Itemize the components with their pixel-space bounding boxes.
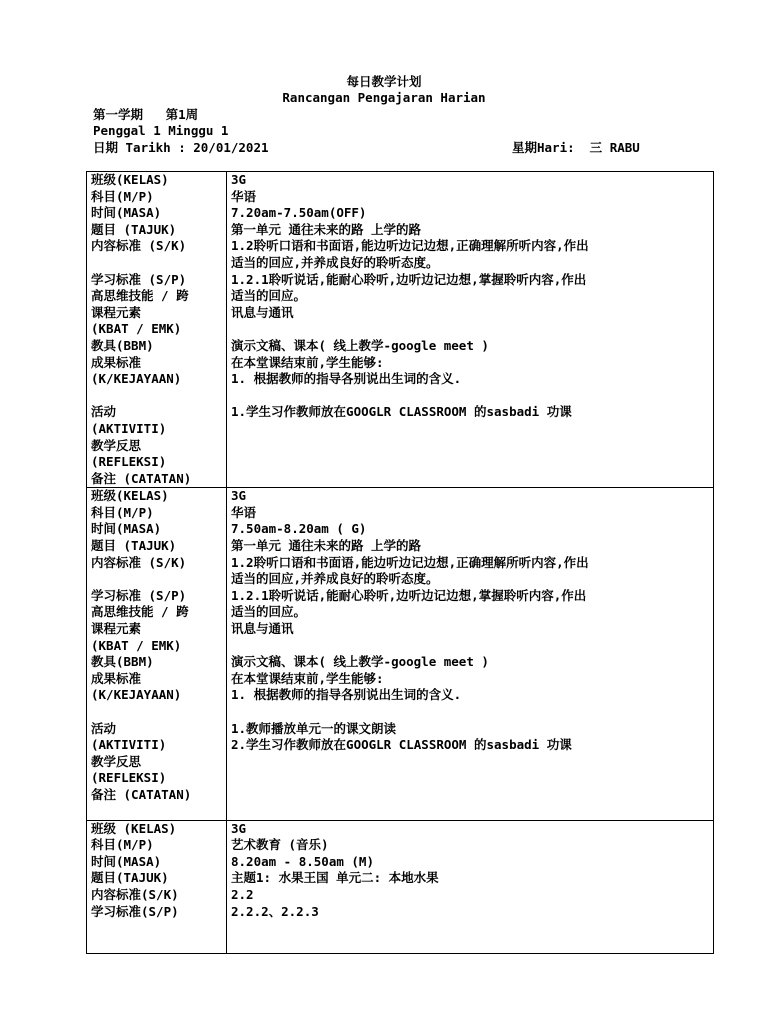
field-value: 讯息与通讯 bbox=[231, 304, 294, 320]
field-label: 班级(KELAS) bbox=[91, 488, 169, 504]
field-value: 讯息与通讯 bbox=[231, 621, 294, 637]
field-label: 内容标准(S/K) bbox=[91, 886, 179, 902]
field-value: 在本堂课结束前,学生能够: bbox=[231, 670, 384, 686]
field-label bbox=[91, 704, 222, 721]
field-value: 主题1: 水果王国 单元二: 本地水果 bbox=[231, 870, 439, 886]
field-label: (K/KEJAYAAN) bbox=[91, 687, 182, 703]
field-value: 华语 bbox=[231, 188, 257, 204]
lesson-values-cell bbox=[227, 820, 714, 954]
field-label: 班级(KELAS) bbox=[91, 172, 169, 187]
field-value: 适当的回应。 bbox=[231, 288, 307, 304]
field-value bbox=[231, 471, 709, 488]
lesson-row bbox=[87, 820, 714, 954]
field-label: 学习标准(S/P) bbox=[91, 903, 179, 919]
field-value: 1. 根据教师的指导各别说出生词的含义. bbox=[231, 371, 462, 387]
field-label: 科目(M/P) bbox=[91, 837, 154, 853]
field-label: 教学反思 bbox=[91, 437, 142, 453]
field-label: 教学反思 bbox=[91, 753, 142, 769]
field-value: 1.2.1聆听说话,能耐心聆听,边听边记边想,掌握聆听内容,作出 bbox=[231, 271, 587, 287]
field-value: 1.2聆听口语和书面语,能边听边记边想,正确理解所听内容,作出 bbox=[231, 554, 589, 570]
field-label: 成果标准 bbox=[91, 354, 142, 370]
field-value bbox=[231, 754, 709, 771]
field-value: 适当的回应,并养成良好的聆听态度。 bbox=[231, 571, 439, 587]
field-value: 3G bbox=[231, 172, 247, 187]
field-value: 1.学生习作教师放在GOOGLR CLASSROOM 的sasbadi 功课 bbox=[231, 404, 572, 420]
field-value: 演示文稿、课本( 线上教学-google meet ) bbox=[231, 337, 489, 353]
lesson-plan-table bbox=[86, 171, 714, 954]
field-value bbox=[231, 770, 709, 787]
field-label: (REFLEKSI) bbox=[91, 770, 167, 786]
lesson-row bbox=[87, 172, 714, 488]
field-label: 课程元素 bbox=[91, 304, 142, 320]
field-value: 适当的回应,并养成良好的聆听态度。 bbox=[231, 254, 439, 270]
field-value: 3G bbox=[231, 820, 247, 836]
field-label: 课程元素 bbox=[91, 621, 142, 637]
field-label: (REFLEKSI) bbox=[91, 454, 167, 470]
field-value bbox=[231, 454, 709, 471]
field-label: 学习标准 (S/P) bbox=[91, 271, 187, 287]
date-line: 日期 Tarikh : 20/01/2021 bbox=[93, 140, 269, 155]
field-label bbox=[91, 571, 222, 588]
lesson-row bbox=[87, 488, 714, 820]
field-label: 内容标准 (S/K) bbox=[91, 554, 187, 570]
field-label: 时间(MASA) bbox=[91, 205, 162, 221]
field-value: 适当的回应。 bbox=[231, 604, 307, 620]
lesson-labels-cell bbox=[87, 820, 227, 954]
penggal-minggu-line: Penggal 1 Minggu 1 bbox=[93, 123, 229, 138]
field-value: 1.2.1聆听说话,能耐心聆听,边听边记边想,掌握聆听内容,作出 bbox=[231, 587, 587, 603]
field-value: 3G bbox=[231, 488, 247, 504]
field-value: 第一单元 通往未来的路 上学的路 bbox=[231, 221, 422, 237]
lesson-values-cell bbox=[227, 172, 714, 488]
field-label: 时间(MASA) bbox=[91, 521, 162, 537]
field-label: 题目(TAJUK) bbox=[91, 870, 169, 886]
field-label: 题目 (TAJUK) bbox=[91, 221, 177, 237]
field-value: 2.2.2、2.2.3 bbox=[231, 903, 319, 919]
field-label: 内容标准 (S/K) bbox=[91, 238, 187, 254]
field-label: (AKTIVITI) bbox=[91, 737, 167, 753]
field-value: 在本堂课结束前,学生能够: bbox=[231, 354, 384, 370]
field-value: 2.2 bbox=[231, 886, 254, 902]
term-week-line: 第一学期 第1周 bbox=[93, 107, 199, 122]
field-value bbox=[231, 704, 709, 721]
field-value: 演示文稿、课本( 线上教学-google meet ) bbox=[231, 654, 489, 670]
field-label: 学习标准 (S/P) bbox=[91, 587, 187, 603]
field-value: 1.教师播放单元一的课文朗读 bbox=[231, 720, 397, 736]
field-label: 教具(BBM) bbox=[91, 654, 154, 670]
field-value: 8.20am - 8.50am (M) bbox=[231, 853, 374, 869]
day-line: 星期Hari: 三 RABU bbox=[512, 140, 640, 155]
field-value: 艺术教育 (音乐) bbox=[231, 837, 329, 853]
field-value bbox=[231, 787, 709, 804]
field-label: 教具(BBM) bbox=[91, 337, 154, 353]
field-value bbox=[231, 638, 709, 655]
field-value: 7.50am-8.20am ( G) bbox=[231, 521, 367, 537]
field-value: 7.20am-7.50am(OFF) bbox=[231, 205, 367, 221]
field-label: 题目 (TAJUK) bbox=[91, 538, 177, 554]
field-label: 成果标准 bbox=[91, 670, 142, 686]
field-label: (KBAT / EMK) bbox=[91, 637, 182, 653]
field-value: 华语 bbox=[231, 504, 257, 520]
field-label: 班级 (KELAS) bbox=[91, 820, 177, 836]
title-chinese: 每日教学计划 bbox=[346, 74, 422, 89]
field-value bbox=[231, 438, 709, 455]
field-value: 1.2聆听口语和书面语,能边听边记边想,正确理解所听内容,作出 bbox=[231, 238, 589, 254]
title-malay: Rancangan Pengajaran Harian bbox=[282, 90, 486, 105]
field-label bbox=[91, 388, 222, 405]
field-label: 高思维技能 / 跨 bbox=[91, 604, 189, 620]
field-label: 活动 bbox=[91, 720, 117, 736]
field-label: 活动 bbox=[91, 404, 117, 420]
field-label: 科目(M/P) bbox=[91, 188, 154, 204]
field-value bbox=[231, 421, 709, 438]
field-value bbox=[231, 321, 709, 338]
field-label: 时间(MASA) bbox=[91, 853, 162, 869]
field-label: 备注 (CATATAN) bbox=[91, 786, 192, 802]
field-value bbox=[231, 388, 709, 405]
field-value: 1. 根据教师的指导各别说出生词的含义. bbox=[231, 687, 462, 703]
lesson-labels-cell bbox=[87, 172, 227, 488]
field-label: 高思维技能 / 跨 bbox=[91, 288, 189, 304]
field-value: 第一单元 通往未来的路 上学的路 bbox=[231, 538, 422, 554]
field-value: 2.学生习作教师放在GOOGLR CLASSROOM 的sasbadi 功课 bbox=[231, 737, 572, 753]
lesson-labels-cell bbox=[87, 488, 227, 820]
field-label: 备注 (CATATAN) bbox=[91, 470, 192, 486]
field-label: (AKTIVITI) bbox=[91, 420, 167, 436]
lesson-values-cell bbox=[227, 488, 714, 820]
field-label: 科目(M/P) bbox=[91, 504, 154, 520]
field-label: (KBAT / EMK) bbox=[91, 321, 182, 337]
field-label: (K/KEJAYAAN) bbox=[91, 371, 182, 387]
field-label bbox=[91, 255, 222, 272]
